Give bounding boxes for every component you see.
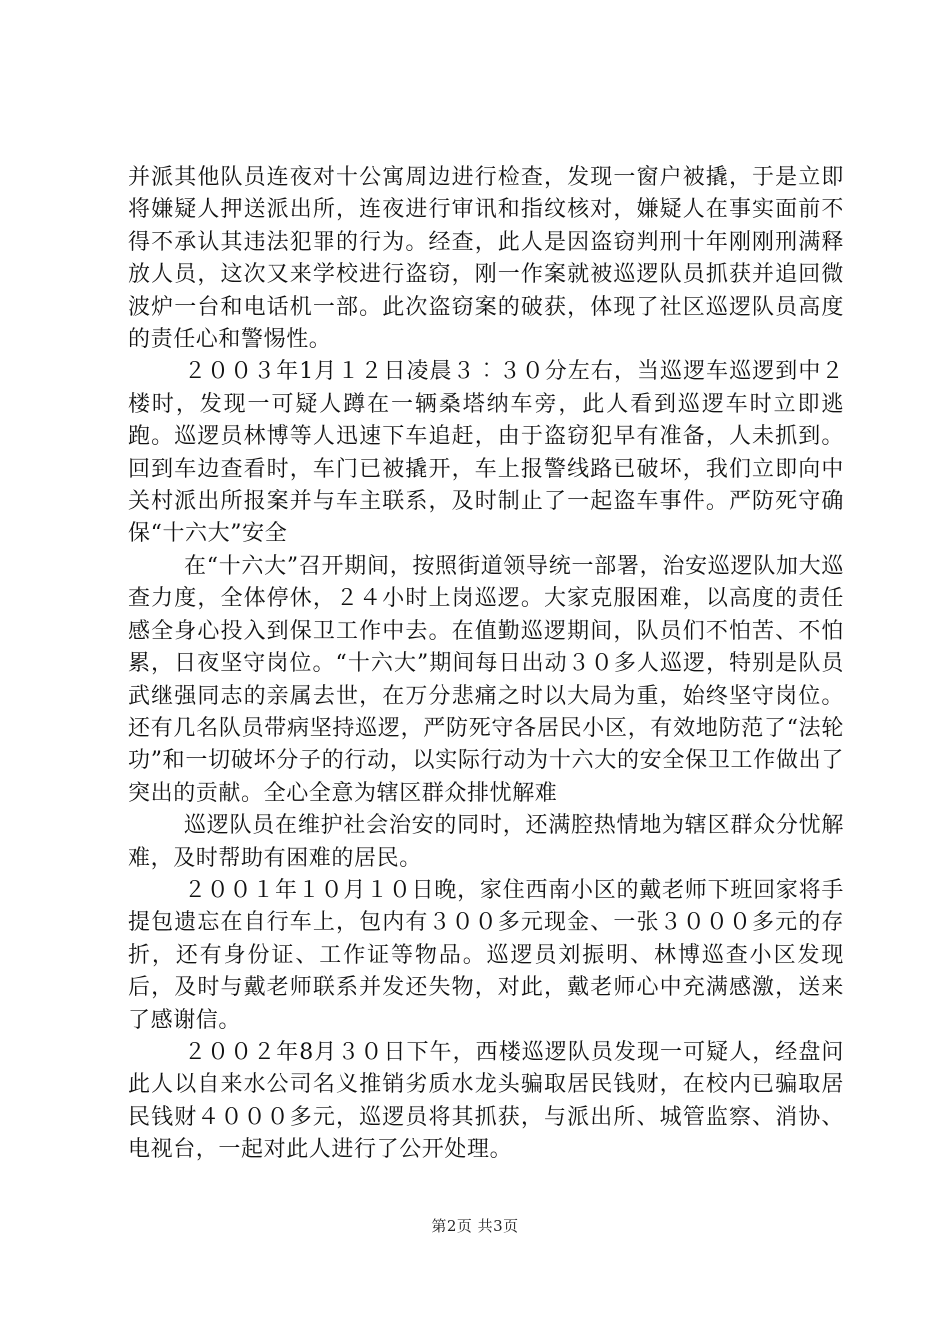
- paragraph-car-theft: ２００３年1月１２日凌晨３︰３０分左右，当巡逻车巡逻到中２楼时，发现一可疑人蹲在一辆桑塔纳车旁，此人看到巡逻车时立即逃跑。巡逻员林博等人迅速下车追赶，由于盗窃犯早有准备，人未抓到。回到车边查看时，车门已被撬开，车上报警线路已破坏，我们立即向中关村派出所报案并与车主联系，及时制止了一起盗车事件。严防死守确保“十六大”安全: [128, 359, 844, 547]
- paragraph-sixteenth-congress: 在“十六大”召开期间，按照街道领导统一部署，治安巡逻队加大巡查力度，全体停休，２４小时上岗巡逻。大家克服困难，以高度的责任感全身心投入到保卫工作中去。在值勤巡逻期间，队员们不怕苦、不怕累，日夜坚守岗位。“十六大”期间每日出动３０多人巡逻，特别是队员武继强同志的亲属去世，在万分悲痛之时以大局为重，始终坚守岗位。还有几名队员带病坚持巡逻，严防死守各居民小区，有效地防范了“法轮功”和一切破坏分子的行动，以实际行动为十六大的安全保卫工作做出了突出的贡献。全心全意为辖区群众排忧解难: [128, 553, 844, 806]
- page-number-footer: 第2页 共3页: [431, 1217, 519, 1235]
- paragraph-continuation: 并派其他队员连夜对十公寓周边进行检查，发现一窗户被撬，于是立即将嫌疑人押送派出所，连夜进行审讯和指纹核对，嫌疑人在事实面前不得不承认其违法犯罪的行为。经查，此人是因盗窃判刑十年刚刚刑满释放人员，这次又来学校进行盗窃，刚一作案就被巡逻队员抓获并追回微波炉一台和电话机一部。此次盗窃案的破获，体现了社区巡逻队员高度的责任心和警惕性。: [128, 165, 844, 353]
- paragraph-community-help: 巡逻队员在维护社会治安的同时，还满腔热情地为辖区群众分忧解难，及时帮助有困难的居民。: [128, 813, 844, 871]
- paragraph-lost-bag: ２００１年１０月１０日晚，家住西南小区的戴老师下班回家将手提包遗忘在自行车上，包内有３００多元现金、一张３０００多元的存折，还有身份证、工作证等物品。巡逻员刘振明、林博巡查小区发现后，及时与戴老师联系并发还失物，对此，戴老师心中充满感激，送来了感谢信。: [128, 877, 844, 1033]
- document-body: [128, 162, 844, 1167]
- paragraph-fraud-case: ２００２年8月３０日下午，西楼巡逻队员发现一可疑人，经盘问此人以自来水公司名义推销劣质水龙头骗取居民钱财，在校内已骗取居民钱财４０００多元，巡逻员将其抓获，与派出所、城管监察、消协、电视台，一起对此人进行了公开处理。: [128, 1039, 844, 1163]
